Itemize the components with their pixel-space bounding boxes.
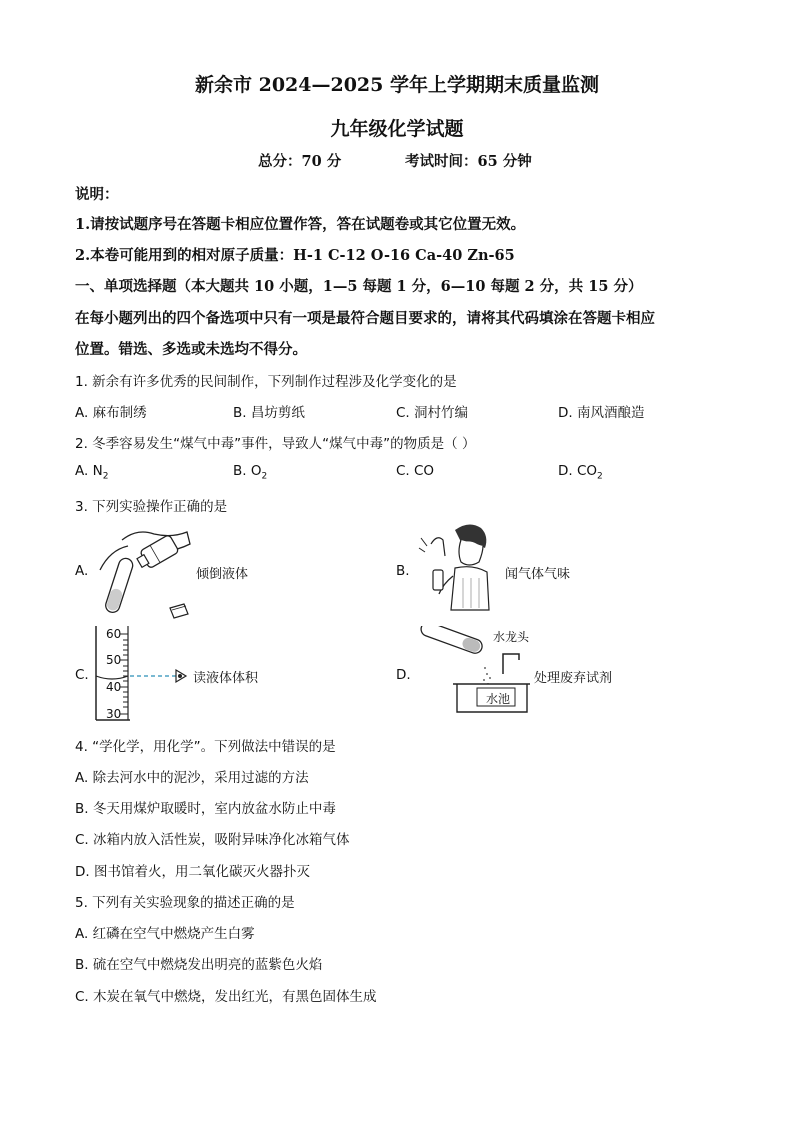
question-3-option-c-letter: C. — [75, 667, 89, 683]
pouring-liquid-illustration — [92, 520, 202, 620]
question-2-option-b: B. $O_2$ — [233, 463, 268, 482]
question-5-option-c: C. 木炭在氧气中燃烧，发出红光，有黑色固体生成 — [75, 989, 377, 1005]
question-5-stem: 5. 下列有关实验现象的描述正确的是 — [75, 895, 295, 911]
question-1-option-c: C. 洞村竹编 — [396, 405, 469, 421]
graduated-cylinder-illustration — [90, 626, 190, 722]
question-4-option-b: B. 冬天用煤炉取暖时，室内放盆水防止中毒 — [75, 801, 336, 817]
question-3-stem: 3. 下列实验操作正确的是 — [75, 499, 228, 515]
question-2-stem: 2. 冬季容易发生“煤气中毒”事件，导致人“煤气中毒”的物质是（ ） — [75, 436, 476, 452]
question-4-option-c: C. 冰箱内放入活性炭，吸附异味净化冰箱气体 — [75, 832, 350, 848]
cylinder-tick-30: 30 — [106, 707, 122, 721]
question-5-option-a: A. 红磷在空气中燃烧产生白雾 — [75, 926, 255, 942]
question-5-option-b: B. 硫在空气中燃烧发出明亮的蓝紫色火焰 — [75, 957, 323, 973]
section-heading: 一、单项选择题（本大题共 10 小题，1—5 每题 1 分，6—10 每题 2 分，共 15 分） — [75, 278, 643, 295]
section-instruction-2: 位置。错选、多选或未选均不得分。 — [75, 341, 307, 358]
question-3-option-d-letter: D. — [396, 667, 411, 683]
question-4-stem: 4. “学化学，用化学”。下列做法中错误的是 — [75, 739, 336, 755]
exam-time: 考试时间：65 分钟 — [405, 153, 532, 170]
cylinder-tick-50: 50 — [106, 653, 122, 667]
question-1-option-b: B. 昌坊剪纸 — [233, 405, 305, 421]
cylinder-tick-60: 60 — [106, 627, 122, 641]
total-score: 总分：70 分 — [258, 153, 342, 170]
question-3-option-a-letter: A. — [75, 563, 89, 579]
question-4-option-d: D. 图书馆着火，用二氧化碳灭火器扑灭 — [75, 864, 310, 880]
question-1-option-d: D. 南风酒酿造 — [558, 405, 645, 421]
question-3-option-b-label: 闻气体气味 — [505, 567, 571, 582]
question-3-option-b-letter: B. — [396, 563, 410, 579]
question-3-option-c-label: 读液体体积 — [193, 671, 259, 686]
exam-subtitle: 九年级化学试题 — [330, 118, 464, 140]
question-1-option-a: A. 麻布制绣 — [75, 405, 147, 421]
section-instruction-1: 在每小题列出的四个备选项中只有一项是最符合题目要求的，请将其代码填涂在答题卡相应 — [75, 310, 655, 327]
sink-label: 水池 — [486, 692, 511, 706]
question-4-option-a: A. 除去河水中的泥沙，采用过滤的方法 — [75, 770, 309, 786]
question-2-option-c: C. CO — [396, 463, 435, 479]
question-2-option-d: D. $CO_2$ — [558, 463, 603, 482]
cylinder-tick-40: 40 — [106, 680, 122, 694]
note-1: 1.请按试题序号在答题卡相应位置作答，答在试题卷或其它位置无效。 — [75, 216, 526, 233]
question-3-option-d-label: 处理废弃试剂 — [534, 671, 613, 686]
question-3-option-a-label: 倾倒液体 — [196, 567, 249, 582]
notes-heading: 说明： — [75, 186, 119, 203]
question-2-option-a: A. $N_2$ — [75, 463, 109, 482]
question-1-stem: 1. 新余有许多优秀的民间制作，下列制作过程涉及化学变化的是 — [75, 374, 457, 390]
note-2: 2.本卷可能用到的相对原子质量：H-1 C-12 O-16 Ca-40 Zn-65 — [75, 247, 515, 264]
smelling-gas-illustration — [413, 518, 493, 613]
tap-label: 水龙头 — [493, 630, 530, 644]
exam-title: 新余市 2024—2025 学年上学期期末质量监测 — [195, 74, 599, 96]
